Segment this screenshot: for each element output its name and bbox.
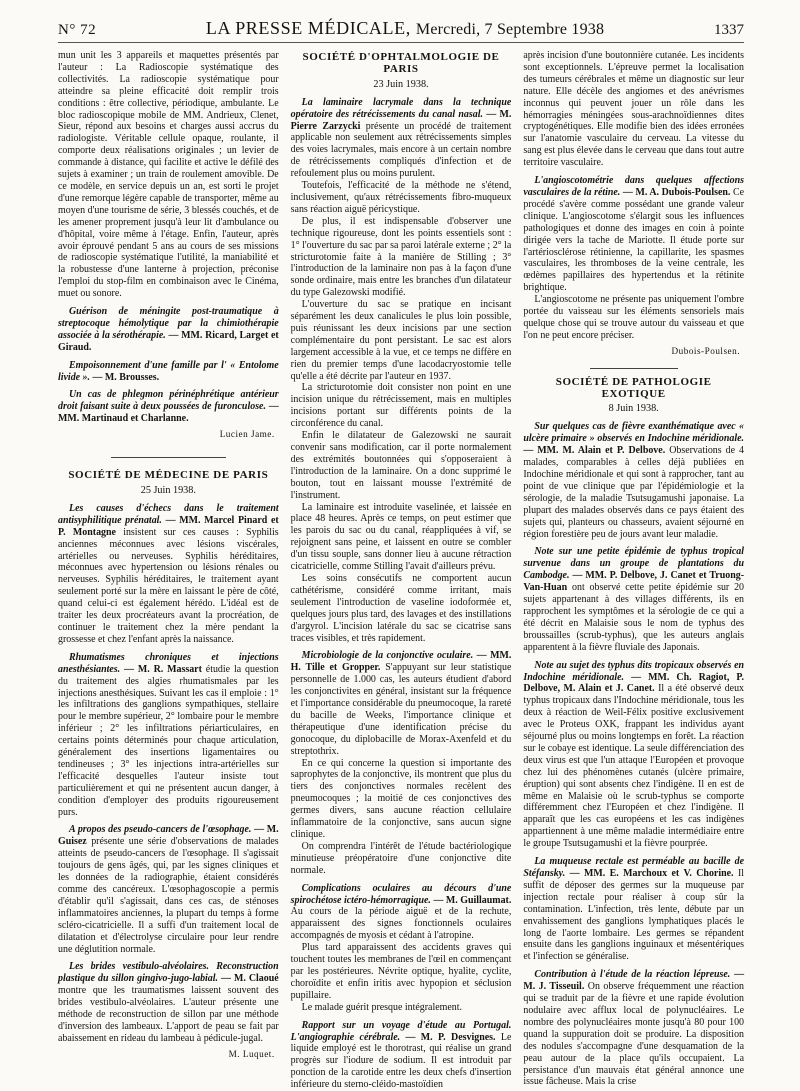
paragraph: La stricturotomie doit consister non point en une incision unique du rétrécissement, mais en multiples incisions portant sur différents points de la circonférence du canal. — [290, 382, 512, 430]
article-authors: — M. Guisez — [58, 824, 279, 848]
article-body: Au cours de la période aiguë et de la rechute, apparaissent des signes fonctionnels oculaires accompagnés de myosis et cédant à l'atropine. — [290, 906, 512, 942]
article-title: Les brides vestibulo-alvéolaires. Reconstruction plastique du sillon gingivo-jugo-labial. — [58, 961, 279, 985]
article-title: Contribution à l'étude de la réaction lépreuse. — [534, 969, 731, 981]
article-authors: — M. Guillaumat. — [433, 894, 512, 906]
col1-intro — [58, 50, 279, 300]
article-body: Il a été observé deux typhus tropicaux dans l'Indochine méridionale, tous les deux à réaction de Weil-Félix positive exclusivement avec le Proteus OXK, frappant les individus ayant séjourné plus ou moins longtemps en forêt. La réaction sur le cobaye est identique. La seule différenciation des deux virus est que l'un attaque l'Européen et provoque chez lui des phénomènes cutanés (ulcère primaire, éruption) qui sont absents chez l'indigène. Il en est de même en Malaisie où le scrub-typhus se comporte différemment chez l'Européen et chez l'indigène. Il apparaît que les cas européens et les cas indigènes appartiennent à une même maladie intermédiaire entre le groupe Tsutsugamushi et la fièvre pourprée. — [523, 683, 745, 850]
article-body: insistent sur ces causes : Syphilis anciennes méconnues avec lésions viscérales, artérielles ou nerveuses. Syphilis héréditaires, méconnues avec hypertension ou lésions rénales ou nerveuses. Syphilis héréditaires, le traitement ayant seulement porté sur la mère en laissant le père de côté, quand celui-ci est également hérédo. L'idéal est de traiter les deux procréateurs avant la procréation, de continuer le traitement chez la mère pendant la grossesse et chez l'enfant après la naissance. — [58, 526, 279, 645]
article-title: Les causes d'échecs dans le traitement antisyphilitique prénatal. — [58, 502, 279, 526]
issue-number: N° 72 — [58, 22, 97, 38]
article — [291, 1020, 512, 1091]
article-title: Guérison de méningite post-traumatique à streptocoque hémolytique par la chimiothérapie associée à la sérothérapie. — [58, 306, 279, 341]
article — [58, 503, 279, 646]
paragraph: mun unit les 3 appareils et maquettes présentés par l'auteur : La Radioscopie systématique des collectivités. La radioscopie systématique pour atteindre sa pleine efficacité doit remplir trois conditions : être collective, périodique, ambulante. Le bloc radioscopique mobile de MM. Andrieux, Clenet, Sieur, répond aux besoins et charges aussi accrus du radiologiste. Véritable cellule opaque, roulante, il comporte deux réalisations originales ; un levier de commande à distance, qui facilite et active le défilé des sujets à examiner ; un train de roulement amovible. De ce modèle, en service depuis un an, est sorti le projet d'une remorque légère capable de transporter, même au moyen d'une tourisme de série, 3 blessés couchés, et de les amener proprement jusqu'à leur lit d'ambulance ou d'hôpital, voire même à l'étage. Enfin, l'auteur, après avoir éprouvé pendant 5 ans au cours de ses missions de radioscopie systématique l'utilité, la maniabilité et la robustesse d'une lanterne à projection, préconise l'emploi du stop-film en combinaison avec le Cinéma, muet ou sonore. — [58, 50, 279, 300]
col1-articles — [58, 306, 279, 425]
article — [523, 856, 744, 963]
col2-paras-2 — [291, 758, 512, 877]
article-title: A propos des pseudo-cancers de l'œsophage. — [69, 824, 252, 836]
article-body: Observations de 4 malades, comparables à celles déjà publiées en Indochine méridionale et qui sont à rapprocher, tant au point de vue clinique que par l'épidémiologie et la sérologie, de la maladie Tsutsugamushi japonaise. La plupart des malades observés dans ce pays étaient des sujets qui, planteurs ou chasseurs, avaient séjourné en région forestière peu de jours avant leur maladie. — [523, 445, 745, 540]
article-title: L'angioscotométrie dans quelques affections vasculaires de la rétine. — [523, 175, 745, 198]
society-date: 23 Juin 1938. — [373, 78, 429, 90]
paragraph: après incision d'une boutonnière cutanée. Les incidents sont exceptionnels. L'épreuve permet la localisation des tumeurs cérébrales et même un diagnostic sur leur nature. Elle décèle des angiomes et des anévrismes inconnus qui peuvent jouer un rôle dans les hémorragies méningées sous-arachnoïdiennes dites cryptogénétiques. Elle modifie bien des idées erronées sur l'anatomie vasculaire du cerveau. La vitesse du sang est plus élevée dans le cerveau que dans tout autre territoire vasculaire. — [523, 50, 745, 169]
article-authors: — M. Pierre Zarzycki — [290, 108, 512, 132]
society-title: SOCIÉTÉ DE MÉDECINE DE PARIS — [68, 469, 269, 482]
paragraph: Enfin le dilatateur de Galezowski ne saurait convenir sans modification, car il porte normalement des extrémités boutonnées qui s'opposeraient à l'introduction de la laminaire. On a donc supprimé le bouton, tout en laissant mousse l'extrémité de l'instrument. — [290, 430, 512, 501]
paragraph: La laminaire est introduite vaselinée, et laissée en place 48 heures. Après ce temps, on peut estimer que les parois du sac ou du canal, réappliquées à vif, se rejoignent sans peine, et laissent en outre se combler d'un tissu souple, sans donner lieu à aucune rétraction cicatricielle, comme Stilling l'avait d'ailleurs prévu. — [290, 501, 512, 573]
article-authors: — MM. Ch. Ragiot, P. Delbove, M. Alain et J. Canet. — [523, 671, 745, 695]
col1-articles-2 — [58, 503, 279, 1045]
society-title: SOCIÉTÉ D'OPHTALMOLOGIE DE PARIS — [302, 51, 500, 75]
article — [58, 360, 279, 384]
signature: Dubois-Poulsen. — [671, 345, 741, 356]
article-title: Microbiologie de la conjonctive oculaire. — [301, 650, 474, 662]
journal-name: LA PRESSE MÉDICALE, — [205, 18, 411, 38]
paragraph: De plus, il est indispensable d'observer une technique rigoureuse, dont les points essentiels sont : 1° l'ouverture du sac par sa paroi latérale externe ; 2° la stricturotomie faite à la manière de Stilling ; 3° l'introduction de la laminaire non pas à la façon d'une sonde ordinaire, mais entre les branches d'un dilatateur du type Galezowski modifié. — [290, 215, 512, 299]
col3-articles-2 — [523, 421, 744, 1088]
page-number: 1337 — [713, 22, 744, 38]
paragraph: Toutefois, l'efficacité de la méthode ne s'étend, inclusivement, qu'aux rétrécissements fibro-muqueux sans réaction aiguë péricystique. — [290, 180, 512, 215]
article-body: présente une série d'observations de malades atteints de pseudo-cancers de l'œsophage. Il s'agissait toujours de gens âgés, qui, par les signes cliniques et les données de la radiographie, étaient considérés comme des cancéreux. L'œsophagoscopie a permis d'établir qu'il s'agissait, dans ces cas, de sténoses inflammatoires anciennes, la plupart du temps à forme scléro-cicatricielle. Il a suffi d'un traitement local de dilatation et d'électrolyse circulaire pour leur rendre une déglutition normale. — [58, 836, 279, 955]
society-date: 8 Juin 1938. — [608, 403, 659, 415]
article — [58, 389, 279, 425]
col3-paras — [523, 294, 744, 342]
article-title: Note sur une petite épidémie de typhus tropical survenue dans un groupe de plantations du Cambodge. — [523, 546, 745, 582]
col2-paras — [291, 180, 512, 644]
page-header — [58, 18, 744, 43]
article-body: S'appuyant sur leur statistique personnelle de 1.000 cas, les auteurs étudient d'abord les conjonctivites en général, insistant sur la fréquence et l'importance considérable du pneumocoque, la rareté du bacille de Weeks, l'importance clinique et thérapeutique d'une identification précise du gonocoque, du diplobacille de Morax-Axenfeld et du streptothrix. — [290, 662, 512, 757]
article-title: Rhumatismes chroniques et injections anesthésiantes. — [58, 651, 279, 675]
signature: Lucien Jame. — [219, 429, 275, 440]
article-title: La laminaire lacrymale dans la technique opératoire des rétrécissements du canal nasal. — [290, 96, 512, 120]
text-columns — [58, 50, 745, 1091]
article-authors: — M. Claoué — [221, 973, 279, 985]
article — [58, 306, 279, 354]
article-authors: — M. J. Tisseuil. — [523, 969, 745, 993]
col2-articles — [291, 97, 512, 180]
article-authors: — M. R. Massart — [124, 663, 202, 675]
article-body: étudie la question du traitement des algies rhumatismales par les injections anesthésiques. Suivant les cas il emploie : 1° les infiltrations des ganglions sympathiques, stellaire pour le membre supérieur, 2° lombaire pour le membre inférieur ; 2° les infiltrations périarticulaires, en certains points déterminés pour chaque articulation, généralement des insertions ligamentaires ou tendineuses ; 3° les injections intra-artérielles sur l'efficacité desquelles l'auteur insiste tout particulièrement et qui ne présentent aucun danger, à condition d'employer des produits rigoureusement purs. — [58, 663, 279, 818]
article-authors: — MM. Martinaud et Charlanne. — [58, 401, 279, 425]
article-body: ont observé cette petite épidémie sur 20 sujets appartenant à des villages différents, ils en rapprochent les symptômes et la sérologie de ce qui a été décrit en Malaisie sous le nom de typhus des broussailles (scrub-typhus), que les auteurs anglais apparentent à la fièvre fluviale des Japonais. — [523, 582, 745, 653]
article-authors: — MM. H. Tille et Gropper. — [290, 650, 512, 674]
col2-articles-3 — [291, 883, 512, 943]
article-title: Un cas de phlegmon périnéphrétique antérieur droit faisant suite à deux poussées de furonculose. — [58, 389, 279, 413]
society-date: 25 Juin 1938. — [140, 485, 196, 496]
article — [291, 650, 512, 757]
column-2 — [290, 50, 512, 1091]
article-authors: — MM. M. Alain et P. Delbove. — [523, 445, 666, 457]
article — [58, 961, 279, 1044]
column-3 — [523, 50, 745, 1088]
issue-date: Mercredi, 7 Septembre 1938 — [415, 21, 605, 38]
article-body: présente un procédé de traitement applicable non seulement aux rétrécissements simples des voies lacrymales, mais encore à un certain nombre de rétrécissements compliqués d'infection et de refoulement plus ou moins purulent. — [290, 120, 512, 180]
article — [58, 652, 279, 819]
article — [58, 824, 279, 955]
article — [523, 175, 744, 294]
article-authors: — MM. P. Delbove, J. Canet et Truong-Van-Huan — [523, 570, 745, 594]
article-authors: — MM. E. Marchoux et V. Chorine. — [569, 868, 734, 879]
article-title: Complications oculaires au décours d'une spirochétose ictéro-hémorragique. — [290, 882, 512, 906]
paragraph: L'angioscotome ne présente pas uniquement l'ombre portée du vaisseau sur les éléments sensoriels mais quelque chose qui se trouve autour du vaisseau et que l'on ne peut encore préciser. — [523, 294, 745, 341]
column-1 — [58, 50, 279, 1064]
col2-paras-3 — [291, 942, 512, 1013]
article-authors: — MM. Marcel Pinard et P. Montagne — [58, 514, 279, 538]
article — [523, 546, 744, 653]
article-title: Sur quelques cas de fièvre exanthématique avec « ulcère primaire » observés en Indochine méridionale. — [523, 421, 745, 445]
article-title: La muqueuse rectale est perméable au bacille de Stéfansky. — [523, 856, 745, 879]
article — [291, 883, 512, 943]
article — [523, 969, 744, 1088]
society-title: SOCIÉTÉ DE PATHOLOGIE EXOTIQUE — [555, 375, 712, 400]
paragraph: On comprendra l'intérêt de l'étude bactériologique minutieuse préopératoire d'une conjonctive dite normale. — [290, 840, 512, 876]
section-divider — [111, 457, 226, 458]
paragraph: Les soins consécutifs ne comportent aucun cathétérisme, considéré comme irritant, mais seulement l'introduction de vaseline iodoformée et, quelques jours plus tard, des lavages et des instillations d'argyrol. L'incision latérale du sac se cicatrise sans traces visibles, et très rapidement. — [290, 572, 512, 644]
article-body: montre que les traumatismes laissent souvent des brides vestibulo-alvéolaires. L'auteur présente une méthode de reconstruction de sillon par une méthode d'inversion des lambeaux. L'apport de peau se fait par abaissement en rideau du lambeau à pédicule-jugal. — [58, 985, 279, 1044]
article — [291, 97, 512, 180]
paragraph: En ce qui concerne la question si importante des saprophytes de la conjonctive, ils montrent que plus du tiers des conjonctives normales recèlent des pneumocoques ; la moitié de ces conjonctives des germes divers, sans aucune réaction cellulaire inflammatoire de la conjonctive, sans aucun signe clinique. — [290, 757, 512, 840]
article-authors: — M. A. Dubois-Poulsen. — [622, 186, 731, 198]
col2-articles-4 — [291, 1020, 512, 1091]
section-divider — [590, 368, 678, 369]
journal-title — [206, 18, 604, 39]
col3-intro — [523, 50, 744, 169]
article — [523, 421, 744, 540]
article — [523, 660, 744, 851]
article-body: On observe fréquemment une réaction qui se traduit par de la fièvre et une rapide évolution nodulaire avec afflux local de polynucléaires. Le nombre des polynucléaires monte jusqu'à 80 pour 100 quand la suppuration doit se produire. La disposition des nodules s'accompagne d'une desquamation de la peau autour de la place qu'ils occupaient. La persistance d'un mauvais état général annonce une issue fâcheuse. Mais la crise — [523, 981, 745, 1088]
article-authors: — MM. Ricard, Larget et Giraud. — [58, 329, 279, 353]
article-title: Rapport sur un voyage d'étude au Portugal. L'angiographie cérébrale. — [290, 1019, 512, 1043]
signature: M. Luquet. — [228, 1048, 275, 1059]
paragraph: Plus tard apparaissent des accidents graves qui touchent toutes les membranes de l'œil en commençant par les postérieures. Névrite optique, hyalite, cyclite, choroïdite et enfin iritis avec hypopion et séclusion pupillaire. — [290, 942, 512, 1001]
article-body: Il suffit de déposer des germes sur la muqueuse par injection rectale pour réaliser à coup sûr la contamination. L'infection, très lente, débute par un envahissement des ganglions lymphatiques placés le long de l'aorte lombaire. Les germes se répandent ensuite dans les ganglions inguinaux et mésentériques et l'infection se généralise. — [523, 868, 745, 963]
article-title: Empoisonnement d'une famille par l' « Entolome livide ». — [58, 359, 279, 383]
paragraph: Le malade guérit presque intégralement. — [301, 1001, 462, 1013]
col2-articles-2 — [291, 650, 512, 757]
article-body: Le liquide employé est le thorotrast, qui réalise un grand progrès sur l'iodure de sodium. Il est introduit par ponction de la carotide entre les deux chefs d'insertion inférieure du sterno-cléido-mastoïdien — [290, 1031, 512, 1091]
article-title: Note au sujet des typhus dits tropicaux observés en Indochine méridionale. — [523, 659, 745, 683]
paragraph: L'ouverture du sac se pratique en incisant séparément les deux canalicules le plus loin possible, puis réunissant les deux incisions par une section complémentaire du pont persistant. Le sac est alors largement accessible à la vue, et ce temps ne diffère en rien du premier temps d'une lacodacryostomie telle qu'elle a été décrite par l'auteur en 1937. — [290, 299, 512, 382]
article-authors: — M. Brousses. — [92, 371, 160, 383]
col3-articles — [523, 175, 744, 294]
article-authors: — M. P. Desvignes. — [405, 1031, 496, 1043]
article-body: Ce procédé s'avère comme possédant une grande valeur clinique. L'angioscotome s'élargit sous les influences pathologiques et donne des images en coin à pointe dirigée vers la tache de Mariotte. Il étude porte sur l'artériosclérose rétinienne, la capillarite, les spasmes vasculaires, les thromboses de la veine centrale, les œdèmes papillaires des hypertendus et la rétinite brightique. — [523, 186, 745, 294]
